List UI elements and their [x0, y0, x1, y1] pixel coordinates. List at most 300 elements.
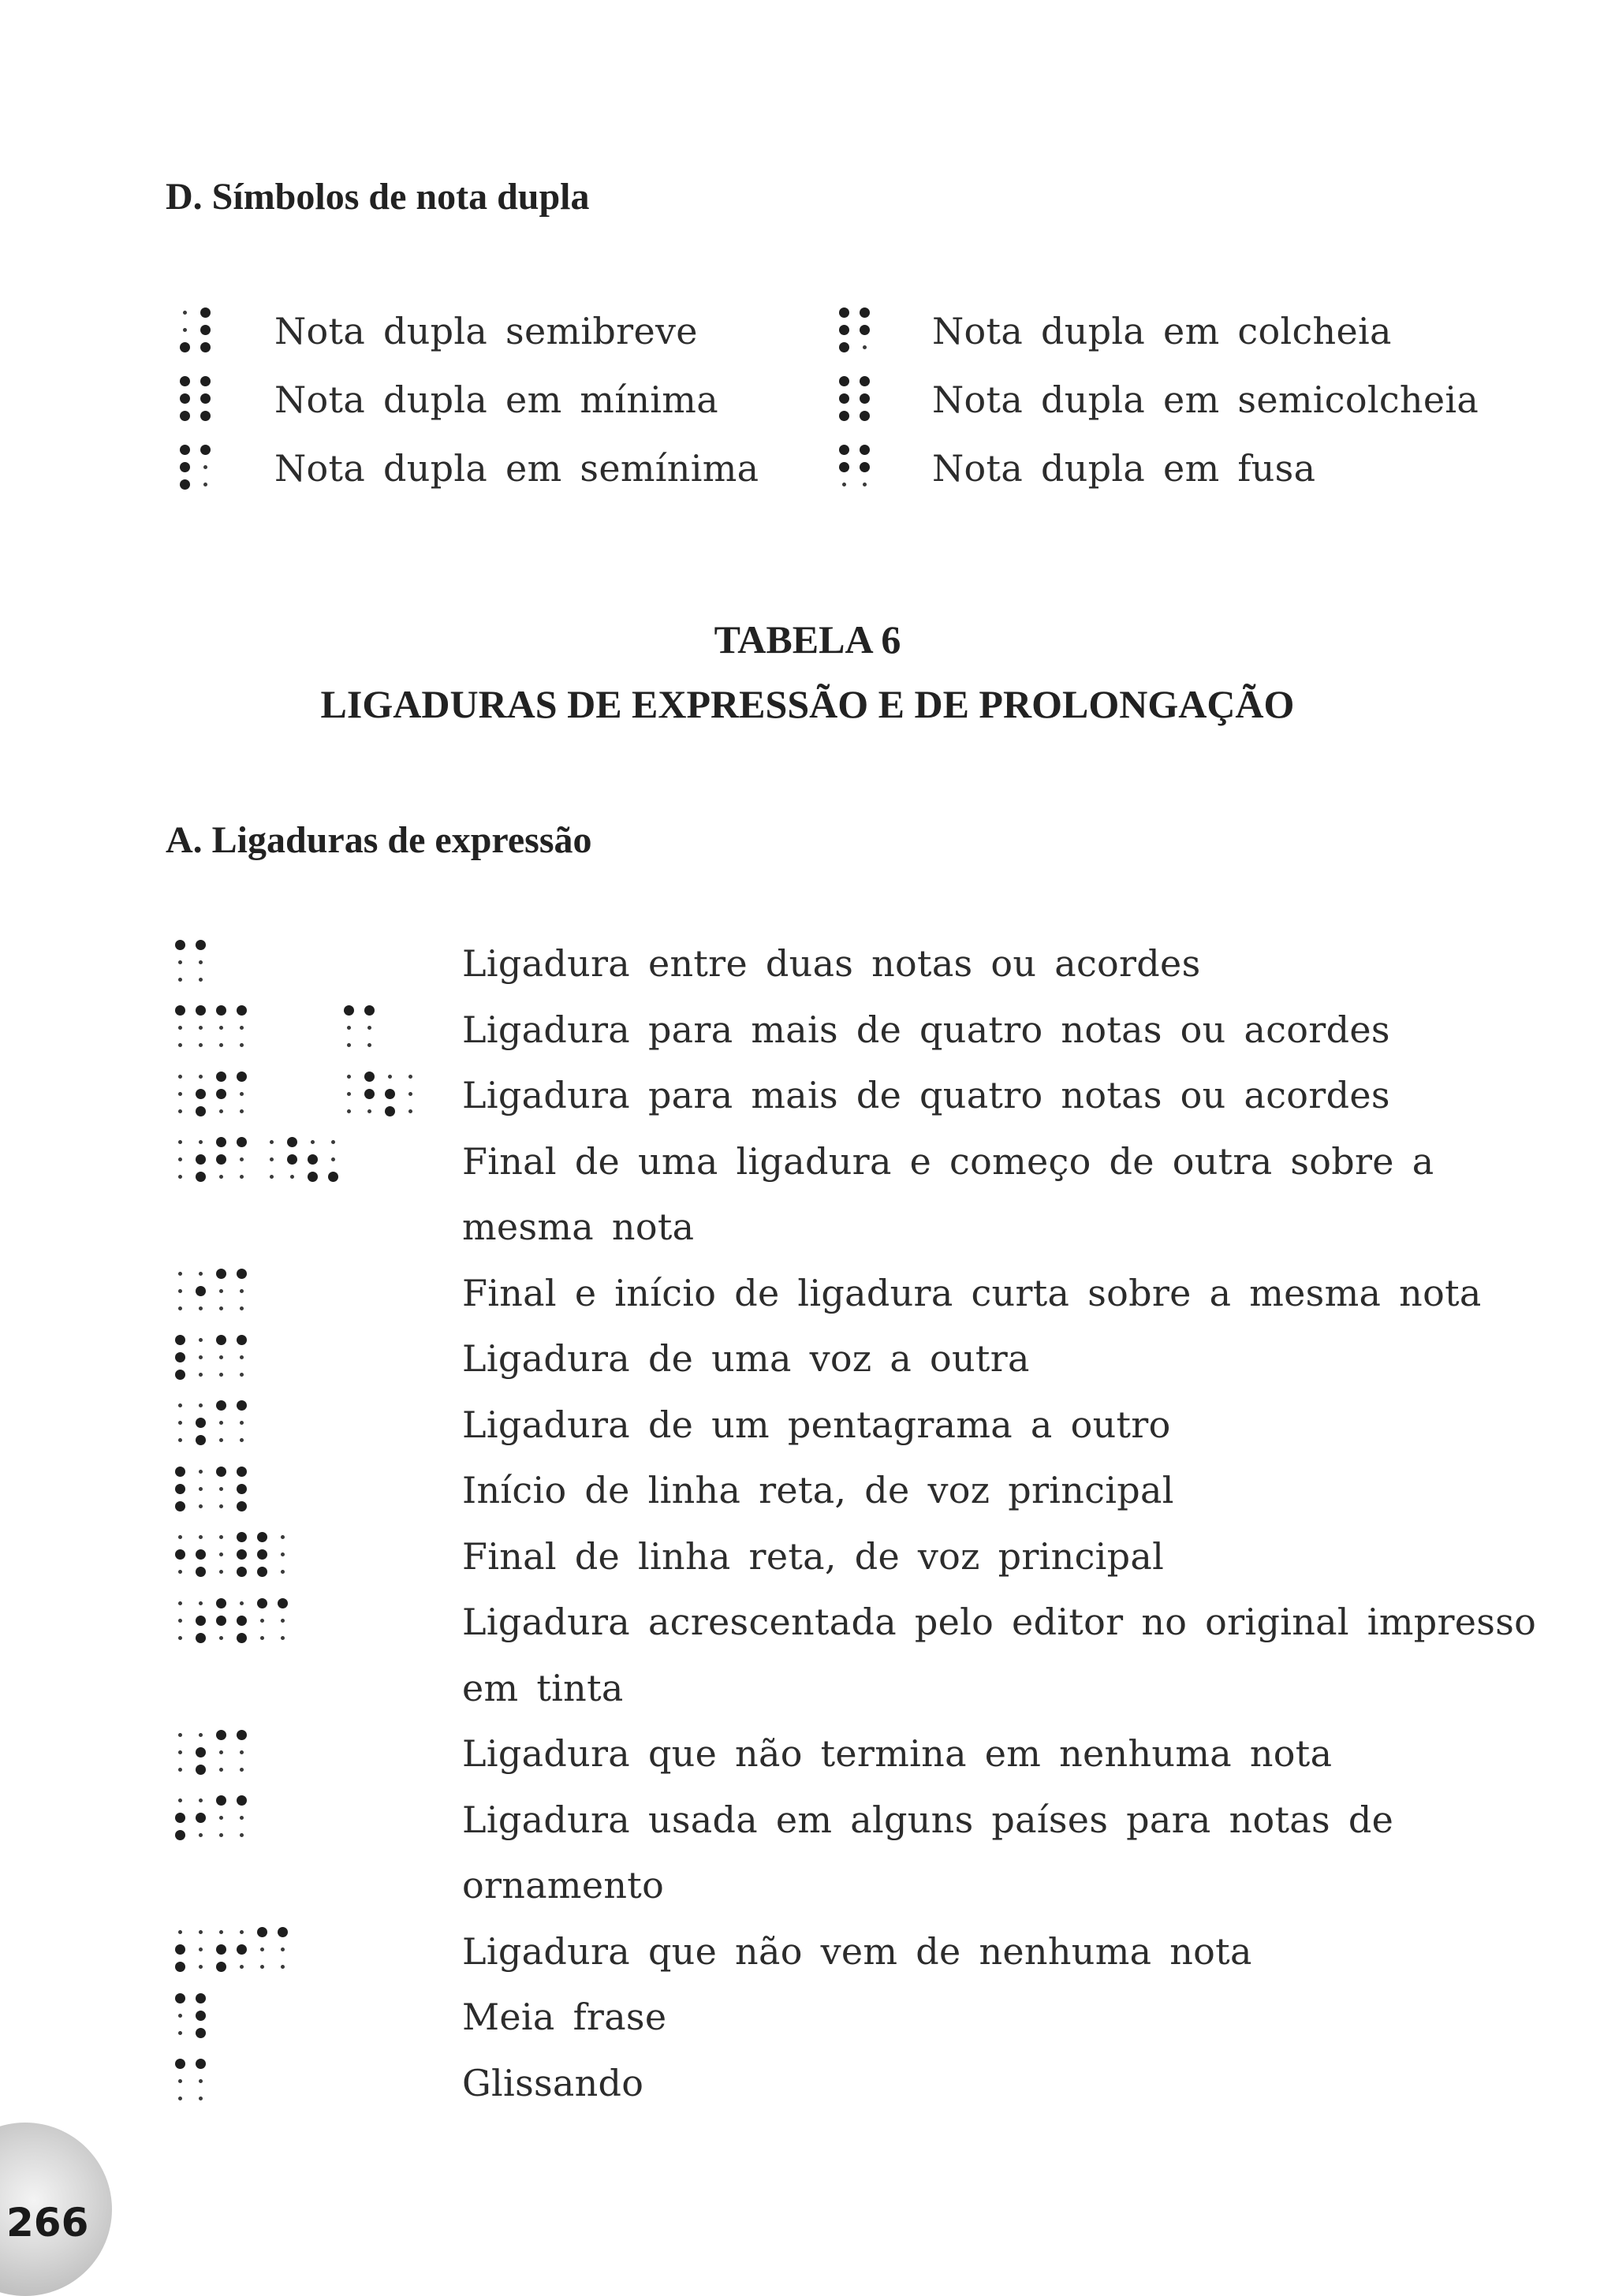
double-note-label: Nota dupla em semínima — [274, 447, 759, 490]
braille-dot-flat — [219, 1816, 223, 1820]
braille-dot-raised — [216, 1962, 226, 1972]
braille-dot-raised — [180, 445, 190, 455]
braille-dot-flat — [199, 1930, 203, 1934]
braille-dot-flat — [178, 2031, 182, 2035]
braille-cell — [344, 1072, 375, 1120]
braille-cell — [175, 1335, 207, 1384]
braille-dot-flat — [203, 483, 207, 486]
braille-dot-flat — [240, 1306, 244, 1310]
braille-dot-flat — [199, 1965, 203, 1969]
braille-dot-flat — [863, 345, 867, 349]
braille-dot-raised — [196, 2011, 206, 2021]
braille-cell — [175, 1993, 207, 2042]
braille-dot-raised — [175, 1944, 185, 1955]
braille-dot-raised — [237, 1335, 247, 1345]
braille-cell — [216, 1138, 248, 1187]
braille-dot-raised — [200, 308, 211, 318]
braille-dot-raised — [200, 445, 211, 455]
braille-cell — [344, 1006, 375, 1055]
braille-dot-raised — [257, 1927, 267, 1937]
braille-dot-raised — [216, 1137, 226, 1147]
braille-cell — [175, 1533, 207, 1582]
braille-cell — [385, 1072, 416, 1120]
braille-dot-flat — [270, 1175, 274, 1179]
braille-cell — [308, 1138, 339, 1187]
braille-dot-raised — [180, 342, 190, 352]
braille-dot-raised — [196, 1549, 206, 1560]
braille-dot-raised — [237, 1532, 247, 1542]
braille-dot-flat — [219, 1373, 223, 1377]
braille-dot-flat — [219, 1175, 223, 1179]
braille-dot-raised — [237, 1549, 247, 1560]
braille-dot-raised — [216, 1944, 226, 1955]
braille-cell — [839, 445, 871, 494]
braille-dot-raised — [216, 1598, 226, 1608]
double-note-label: Nota dupla em mínima — [274, 378, 718, 421]
double-note-label: Nota dupla em colcheia — [932, 310, 1392, 352]
braille-dot-raised — [216, 1335, 226, 1345]
braille-dot-flat — [408, 1075, 412, 1079]
braille-dot-flat — [178, 1733, 182, 1737]
braille-cell — [216, 1006, 248, 1055]
braille-dot-flat — [260, 1619, 264, 1623]
braille-dot-raised — [839, 376, 849, 386]
braille-dot-raised — [237, 1501, 247, 1511]
braille-dot-flat — [178, 1421, 182, 1425]
braille-dot-raised — [237, 1072, 247, 1082]
braille-dot-raised — [196, 1435, 206, 1445]
braille-dot-raised — [237, 1400, 247, 1411]
braille-dot-raised — [237, 1269, 247, 1279]
braille-dot-raised — [216, 1089, 226, 1099]
braille-dot-flat — [240, 1421, 244, 1425]
braille-dot-flat — [240, 1930, 244, 1934]
braille-dot-raised — [180, 411, 190, 421]
braille-dot-flat — [178, 960, 182, 964]
braille-dot-raised — [237, 1616, 247, 1626]
braille-cell — [175, 2059, 207, 2108]
braille-cell — [175, 1072, 207, 1120]
braille-dot-raised — [200, 342, 211, 352]
braille-dot-flat — [199, 1140, 203, 1144]
braille-dot-flat — [240, 1750, 244, 1754]
braille-cell — [175, 940, 207, 989]
braille-dot-raised — [216, 1269, 226, 1279]
braille-dot-raised — [839, 462, 849, 472]
double-note-label: Nota dupla semibreve — [274, 310, 698, 352]
braille-dot-raised — [196, 1286, 206, 1296]
braille-cell — [216, 1796, 248, 1845]
braille-dot-raised — [196, 2028, 206, 2038]
braille-dot-flat — [199, 1487, 203, 1491]
braille-dot-flat — [240, 1601, 244, 1605]
ligature-description: em tinta — [462, 1666, 624, 1709]
braille-cell — [175, 1401, 207, 1450]
braille-dot-flat — [178, 1570, 182, 1574]
braille-dot-raised — [839, 308, 849, 318]
braille-dot-raised — [200, 376, 211, 386]
braille-dot-flat — [199, 1948, 203, 1951]
ligature-description: Final e início de ligadura curta sobre a mesma nota — [462, 1271, 1482, 1314]
braille-dot-raised — [328, 1172, 338, 1182]
braille-cell — [175, 1598, 207, 1647]
braille-dot-flat — [199, 1833, 203, 1837]
braille-dot-raised — [200, 325, 211, 335]
braille-dot-raised — [196, 1089, 206, 1099]
braille-dot-raised — [257, 1598, 267, 1608]
braille-dot-raised — [860, 308, 870, 318]
braille-dot-flat — [183, 328, 187, 332]
braille-dot-raised — [196, 1765, 206, 1775]
braille-dot-raised — [200, 393, 211, 404]
braille-dot-raised — [196, 1106, 206, 1116]
braille-dot-raised — [180, 479, 190, 490]
braille-dot-flat — [240, 1289, 244, 1293]
braille-dot-raised — [196, 1633, 206, 1643]
braille-dot-flat — [178, 1768, 182, 1772]
ligature-description: ornamento — [462, 1864, 665, 1906]
braille-dot-flat — [178, 1601, 182, 1605]
braille-dot-raised — [364, 1089, 375, 1099]
braille-dot-raised — [839, 393, 849, 404]
braille-cell — [267, 1138, 298, 1187]
braille-dot-flat — [367, 1026, 371, 1030]
braille-dot-flat — [183, 311, 187, 315]
braille-dot-flat — [281, 1552, 285, 1556]
braille-dot-flat — [347, 1026, 351, 1030]
ligature-description: Ligadura acrescentada pelo editor no original impresso — [462, 1601, 1537, 1643]
braille-dot-raised — [196, 1172, 206, 1182]
braille-dot-raised — [344, 1005, 354, 1016]
braille-dot-flat — [270, 1140, 274, 1144]
braille-dot-raised — [237, 1944, 247, 1955]
braille-dot-raised — [216, 1795, 226, 1806]
braille-dot-flat — [311, 1140, 315, 1144]
braille-dot-flat — [199, 1043, 203, 1047]
braille-dot-flat — [199, 1798, 203, 1802]
ligature-description: mesma nota — [462, 1206, 695, 1248]
braille-dot-flat — [281, 1535, 285, 1539]
braille-dot-flat — [203, 465, 207, 469]
braille-dot-raised — [860, 376, 870, 386]
ligature-description: Final de linha reta, de voz principal — [462, 1534, 1165, 1578]
braille-dot-raised — [216, 1730, 226, 1740]
braille-dot-raised — [175, 1962, 185, 1972]
braille-dot-flat — [178, 1750, 182, 1754]
braille-dot-raised — [196, 1616, 206, 1626]
braille-dot-flat — [347, 1043, 351, 1047]
ligature-description: Ligadura de uma voz a outra — [462, 1337, 1030, 1380]
braille-cell — [257, 1533, 289, 1582]
braille-dot-flat — [219, 1487, 223, 1491]
braille-dot-flat — [178, 1289, 182, 1293]
double-note-label: Nota dupla em fusa — [932, 447, 1316, 490]
braille-dot-raised — [175, 1005, 185, 1016]
braille-dot-raised — [839, 411, 849, 421]
braille-dot-flat — [219, 1289, 223, 1293]
braille-dot-flat — [178, 1175, 182, 1179]
braille-dot-flat — [219, 1438, 223, 1442]
braille-dot-flat — [178, 1043, 182, 1047]
braille-dot-raised — [196, 1747, 206, 1757]
braille-dot-raised — [175, 2059, 185, 2069]
braille-cell — [175, 1796, 207, 1845]
ligature-description: Ligadura para mais de quatro notas ou acordes — [462, 1074, 1390, 1116]
braille-dot-flat — [178, 1306, 182, 1310]
braille-cell — [216, 1335, 248, 1384]
braille-dot-raised — [257, 1567, 267, 1577]
braille-dot-raised — [237, 1730, 247, 1740]
braille-dot-raised — [175, 1352, 185, 1362]
braille-dot-raised — [175, 1830, 185, 1840]
braille-dot-flat — [240, 1175, 244, 1179]
braille-dot-flat — [219, 1026, 223, 1030]
braille-dot-raised — [237, 1467, 247, 1477]
table-title: TABELA 6 — [714, 617, 901, 662]
braille-cell — [216, 1730, 248, 1779]
braille-dot-flat — [240, 1092, 244, 1096]
braille-dot-raised — [385, 1089, 395, 1099]
braille-dot-flat — [240, 1355, 244, 1359]
braille-dot-raised — [257, 1549, 267, 1560]
double-note-label: Nota dupla em semicolcheia — [932, 378, 1479, 421]
braille-dot-flat — [240, 1373, 244, 1377]
braille-dot-flat — [178, 1140, 182, 1144]
braille-dot-flat — [178, 1157, 182, 1161]
braille-dot-raised — [196, 1418, 206, 1428]
braille-dot-raised — [175, 1993, 185, 2003]
braille-dot-raised — [237, 1567, 247, 1577]
braille-dot-flat — [219, 1636, 223, 1640]
braille-cell — [175, 1928, 207, 1977]
braille-dot-flat — [178, 1109, 182, 1113]
braille-dot-raised — [216, 1616, 226, 1626]
braille-dot-raised — [216, 1154, 226, 1165]
ligature-description: Ligadura de um pentagrama a outro — [462, 1403, 1171, 1446]
braille-dot-flat — [219, 1570, 223, 1574]
braille-dot-flat — [240, 1043, 244, 1047]
braille-dot-raised — [364, 1005, 375, 1016]
braille-dot-raised — [175, 1484, 185, 1494]
braille-dot-raised — [860, 411, 870, 421]
braille-dot-flat — [281, 1619, 285, 1623]
braille-dot-flat — [199, 1373, 203, 1377]
braille-dot-flat — [331, 1140, 335, 1144]
braille-dot-raised — [860, 393, 870, 404]
ligature-description: Início de linha reta, de voz principal — [462, 1469, 1174, 1511]
braille-dot-flat — [178, 1026, 182, 1030]
braille-dot-flat — [219, 1930, 223, 1934]
table-subtitle: LIGADURAS DE EXPRESSÃO E DE PROLONGAÇÃO — [320, 682, 1295, 726]
braille-dot-raised — [216, 1400, 226, 1411]
braille-dot-flat — [388, 1075, 392, 1079]
braille-dot-raised — [180, 393, 190, 404]
ligature-description: Ligadura que não termina em nenhuma nota — [462, 1732, 1333, 1775]
page-number: 266 — [6, 2200, 89, 2246]
braille-dot-flat — [367, 1043, 371, 1047]
braille-dot-raised — [287, 1154, 297, 1165]
braille-cell — [180, 308, 211, 356]
braille-dot-raised — [860, 462, 870, 472]
braille-dot-flat — [178, 1092, 182, 1096]
braille-cell — [175, 1730, 207, 1779]
braille-dot-flat — [178, 978, 182, 982]
braille-cell — [175, 1138, 207, 1187]
braille-dot-flat — [347, 1092, 351, 1096]
braille-dot-flat — [240, 1816, 244, 1820]
braille-dot-flat — [199, 1355, 203, 1359]
braille-dot-flat — [219, 1421, 223, 1425]
braille-cell — [216, 1269, 248, 1318]
braille-cell — [216, 1401, 248, 1450]
braille-dot-raised — [175, 1501, 185, 1511]
braille-dot-flat — [240, 1768, 244, 1772]
braille-dot-flat — [178, 2097, 182, 2100]
braille-dot-flat — [199, 2079, 203, 2083]
braille-dot-flat — [199, 1470, 203, 1474]
braille-dot-flat — [260, 1636, 264, 1640]
ligature-description: Ligadura que não vem de nenhuma nota — [462, 1929, 1252, 1973]
section-d-heading: D. Símbolos de nota dupla — [166, 176, 590, 218]
braille-cell — [175, 1269, 207, 1318]
braille-dot-raised — [196, 1005, 206, 1016]
braille-dot-raised — [860, 325, 870, 335]
braille-dot-flat — [240, 1157, 244, 1161]
braille-dot-flat — [199, 1733, 203, 1737]
braille-dot-flat — [408, 1109, 412, 1113]
braille-dot-raised — [180, 376, 190, 386]
braille-dot-flat — [240, 1109, 244, 1113]
braille-dot-flat — [347, 1075, 351, 1079]
braille-dot-flat — [199, 1403, 203, 1407]
braille-cell — [180, 445, 211, 494]
braille-cell — [257, 1598, 289, 1647]
braille-dot-raised — [196, 1567, 206, 1577]
braille-dot-raised — [175, 1467, 185, 1477]
braille-dot-flat — [842, 483, 846, 486]
braille-dot-flat — [219, 1109, 223, 1113]
braille-dot-flat — [178, 1075, 182, 1079]
braille-dot-raised — [278, 1598, 288, 1608]
braille-dot-flat — [240, 1026, 244, 1030]
braille-dot-flat — [178, 1798, 182, 1802]
braille-cell — [180, 376, 211, 425]
braille-dot-flat — [270, 1157, 274, 1161]
braille-dot-raised — [196, 2059, 206, 2069]
braille-dot-flat — [240, 1438, 244, 1442]
braille-dot-flat — [199, 1504, 203, 1508]
braille-cell — [175, 1006, 207, 1055]
braille-dot-flat — [178, 2014, 182, 2018]
braille-dot-raised — [196, 940, 206, 950]
braille-dot-flat — [240, 1965, 244, 1969]
braille-dot-flat — [199, 1272, 203, 1276]
section-a-heading: A. Ligaduras de expressão — [166, 819, 592, 861]
braille-dot-flat — [219, 1043, 223, 1047]
braille-dot-raised — [237, 1005, 247, 1016]
braille-cell — [216, 1072, 248, 1120]
braille-dot-flat — [199, 1535, 203, 1539]
braille-dot-raised — [175, 940, 185, 950]
braille-dot-flat — [331, 1157, 335, 1161]
braille-dot-flat — [863, 483, 867, 486]
braille-dot-raised — [175, 1335, 185, 1345]
braille-dot-flat — [281, 1948, 285, 1951]
braille-dot-flat — [178, 1619, 182, 1623]
braille-dot-raised — [860, 445, 870, 455]
braille-dot-flat — [178, 1403, 182, 1407]
braille-dot-flat — [199, 1601, 203, 1605]
braille-dot-raised — [308, 1154, 318, 1165]
braille-dot-flat — [290, 1175, 294, 1179]
braille-dot-raised — [257, 1532, 267, 1542]
braille-dot-raised — [308, 1172, 318, 1182]
braille-dot-raised — [287, 1137, 297, 1147]
braille-dot-raised — [216, 1072, 226, 1082]
braille-cell — [839, 376, 871, 425]
braille-dot-flat — [219, 1750, 223, 1754]
braille-dot-raised — [839, 325, 849, 335]
braille-dot-raised — [175, 1549, 185, 1560]
ligature-description: Glissando — [462, 2061, 644, 2104]
braille-dot-raised — [278, 1927, 288, 1937]
braille-dot-flat — [199, 2097, 203, 2100]
braille-dot-raised — [196, 1813, 206, 1823]
braille-dot-flat — [199, 1338, 203, 1342]
braille-dot-flat — [178, 1272, 182, 1276]
braille-dot-flat — [240, 1833, 244, 1837]
ligature-description: Ligadura entre duas notas ou acordes — [462, 942, 1201, 985]
braille-cell — [216, 1598, 248, 1647]
braille-cell — [257, 1928, 289, 1977]
braille-cell — [216, 1533, 248, 1582]
ligature-description: Final de uma ligadura e começo de outra sobre a — [462, 1139, 1434, 1183]
braille-dot-flat — [260, 1965, 264, 1969]
braille-dot-flat — [408, 1092, 412, 1096]
braille-dot-flat — [219, 1504, 223, 1508]
braille-cell — [175, 1467, 207, 1515]
braille-dot-raised — [237, 1795, 247, 1806]
braille-dot-flat — [178, 1930, 182, 1934]
braille-dot-raised — [196, 1993, 206, 2003]
braille-cell — [216, 1467, 248, 1515]
ligature-description: Ligadura usada em alguns países para notas de — [462, 1798, 1394, 1841]
ligature-description: Ligadura para mais de quatro notas ou acordes — [462, 1008, 1390, 1051]
braille-dot-flat — [178, 2079, 182, 2083]
braille-dot-flat — [219, 1552, 223, 1556]
braille-dot-flat — [281, 1965, 285, 1969]
braille-cell — [839, 308, 871, 356]
braille-dot-flat — [281, 1636, 285, 1640]
braille-dot-raised — [237, 1137, 247, 1147]
braille-dot-flat — [178, 1636, 182, 1640]
braille-dot-flat — [219, 1306, 223, 1310]
braille-dot-raised — [175, 1370, 185, 1380]
ligature-description: Meia frase — [462, 1996, 667, 2038]
braille-dot-raised — [385, 1106, 395, 1116]
braille-dot-raised — [839, 342, 849, 352]
braille-dot-flat — [178, 1438, 182, 1442]
braille-dot-raised — [237, 1633, 247, 1643]
braille-dot-raised — [180, 462, 190, 472]
braille-dot-raised — [216, 1467, 226, 1477]
braille-dot-flat — [260, 1948, 264, 1951]
braille-dot-flat — [219, 1355, 223, 1359]
braille-dot-raised — [237, 1484, 247, 1494]
braille-dot-flat — [219, 1768, 223, 1772]
braille-dot-flat — [219, 1833, 223, 1837]
braille-dot-flat — [367, 1109, 371, 1113]
